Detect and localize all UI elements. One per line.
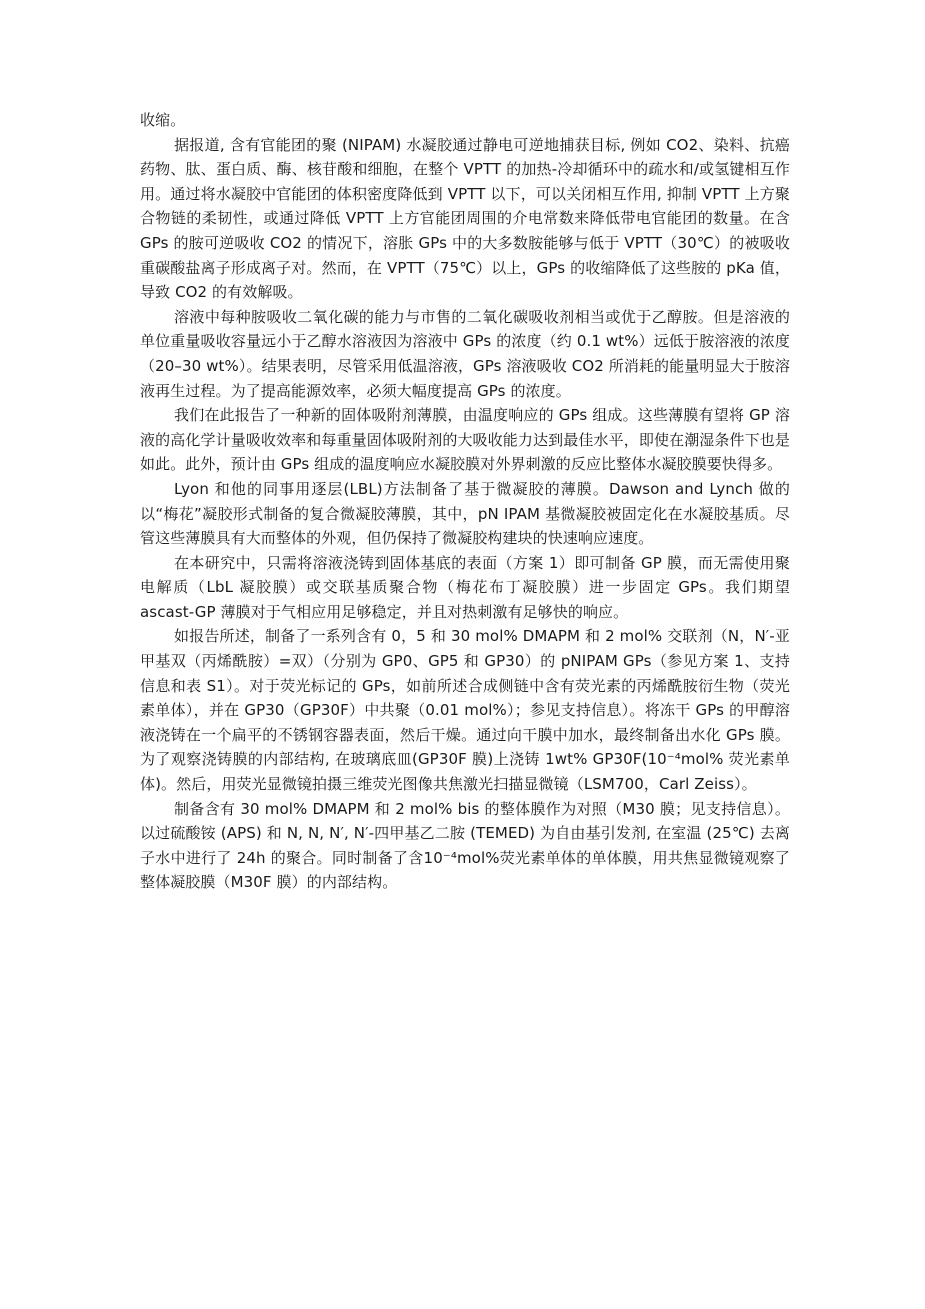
paragraph-functional-hydrogels: 据报道, 含有官能团的聚 (NIPAM) 水凝胶通过静电可逆地捕获目标, 例如 CO2、染料、抗癌药物、肽、蛋白质、酶、核苷酸和细胞，在整个 VPTT 的加热-冷却循环中的疏水和/或氢键相互作用。通过将水凝胶中官能团的体积密度降低到 VPTT 以下，可以关闭相互作用, 抑制 VPTT 上方聚合物链的柔韧性，或通过降低 VPTT 上方官能团周围的介电常数来降低带电官能团的数量。在含 GPs 的胺可逆吸收 CO2 的情况下，溶胀 GPs 中的大多数胺能够与低于 VPTT（30℃）的被吸收重碳酸盐离子形成离子对。然而，在 VPTT（75℃）以上，GPs 的收缩降低了这些胺的 pKa 值，导致 CO2 的有效解吸。 xyxy=(140,135,790,302)
paragraph-lbl-films: Lyon 和他的同事用逐层(LBL)方法制备了基于微凝胶的薄膜。Dawson and Lynch 做的以“梅花”凝胶形式制备的复合微凝胶薄膜，其中，pN IPAM 基微凝胶被固定化在水凝胶基质。尽管这些薄膜具有大而整体的外观，但仍保持了微凝胶构建块的快速响应速度。 xyxy=(140,479,790,548)
paragraph-solid-sorbent-film: 我们在此报告了一种新的固体吸附剂薄膜，由温度响应的 GPs 组成。这些薄膜有望将 GP 溶液的高化学计量吸收效率和每重量固体吸附剂的大吸收能力达到最佳水平，即使在潮湿条件下也是如此。此外，预计由 GPs 组成的温度响应水凝胶膜对外界刺激的反应比整体水凝胶膜要快得多。 xyxy=(140,406,790,474)
paragraph-this-study: 在本研究中，只需将溶液浇铸到固体基底的表面（方案 1）即可制备 GP 膜，而无需使用聚电解质（LbL 凝胶膜）或交联基质聚合物（梅花布丁凝胶膜）进一步固定 GPs。我们期望 ascast-GP 薄膜对于气相应用足够稳定，并且对热刺激有足够快的响应。 xyxy=(140,553,790,621)
paragraph-continuation: 收缩。 xyxy=(140,111,186,129)
paragraph-preparation: 如报告所述，制备了一系列含有 0，5 和 30 mol% DMAPM 和 2 mol% 交联剂（N，N′-亚甲基双（丙烯酰胺）=双）（分别为 GP0、GP5 和 GP30）的 pNIPAM GPs（参见方案 1、支持信息和表 S1）。对于荧光标记的 GPs，如前所述合成侧链中含有荧光素的丙烯酰胺衍生物（荧光素单体），并在 GP30（GP30F）中共聚（0.01 mol%）；参见支持信息）。将冻干 GPs 的甲醇溶液浇铸在一个扁平的不锈钢容器表面，然后干燥。通过向干膜中加水，最终制备出水化 GPs 膜。为了观察浇铸膜的内部结构, 在玻璃底皿(GP30F 膜)上浇铸 1wt% GP30F(10⁻⁴mol% 荧光素单体)。然后，用荧光显微镜拍摄三维荧光图像共焦激光扫描显微镜（LSM700，Carl Zeiss）。 xyxy=(140,627,790,794)
paragraph-amine-absorption: 溶液中每种胺吸收二氧化碳的能力与市售的二氧化碳吸收剂相当或优于乙醇胺。但是溶液的单位重量吸收容量远小于乙醇水溶液因为溶液中 GPs 的浓度（约 0.1 wt%）远低于胺溶液的浓度（20–30 wt%）。结果表明，尽管采用低温溶液，GPs 溶液吸收 CO2 所消耗的能量明显大于胺溶液再生过程。为了提高能源效率，必须大幅度提高 GPs 的浓度。 xyxy=(140,307,790,400)
document-body xyxy=(140,108,790,895)
paragraph-bulk-film: 制备含有 30 mol% DMAPM 和 2 mol% bis 的整体膜作为对照（M30 膜；见支持信息）。以过硫酸铵 (APS) 和 N, N, N′, N′-四甲基乙二胺 (TEMED) 为自由基引发剂, 在室温 (25℃) 去离子水中进行了 24h 的聚合。同时制备了含10⁻⁴mol%荧光素单体的单体膜，用共焦显微镜观察了整体凝胶膜（M30F 膜）的内部结构。 xyxy=(140,799,790,892)
